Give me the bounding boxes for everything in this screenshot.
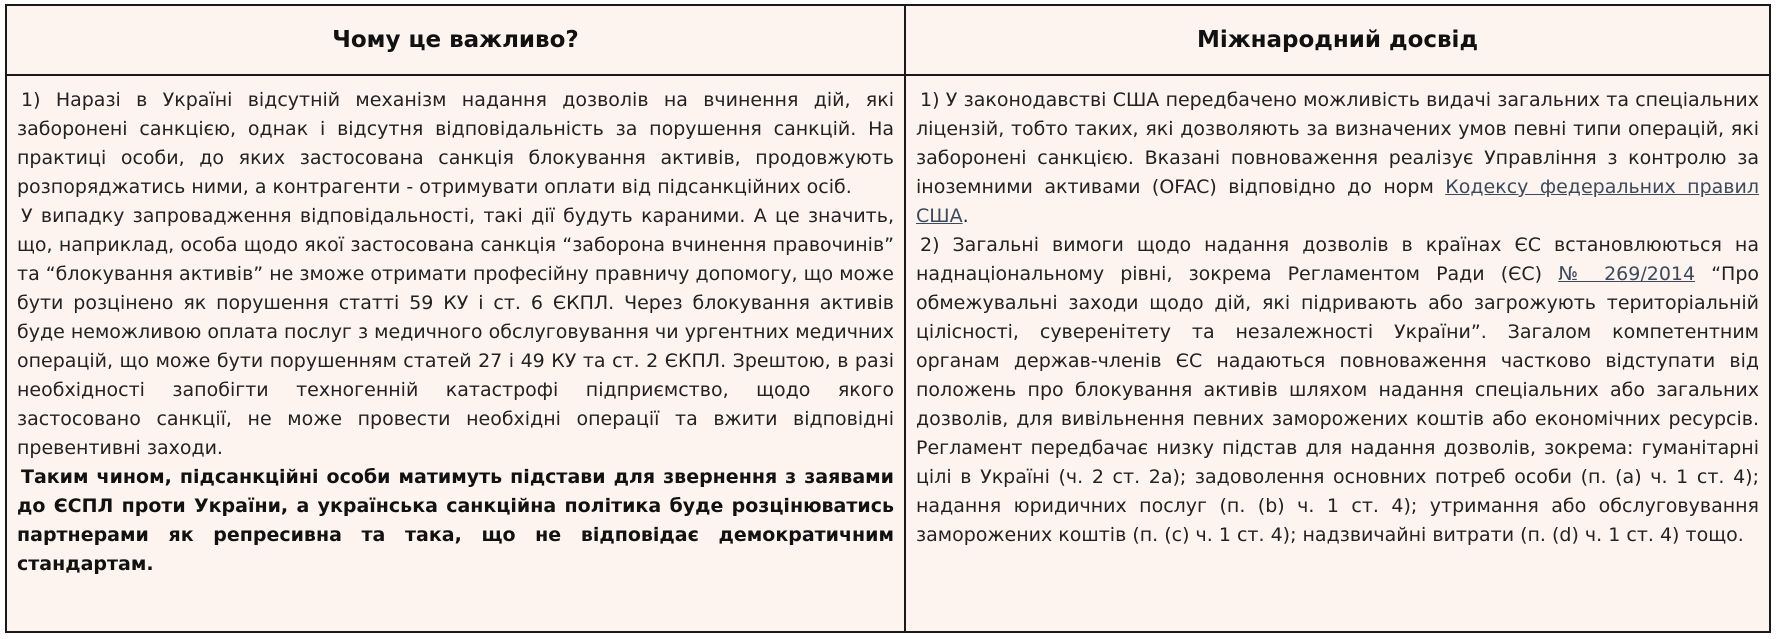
eu-text-b: “Про обмежувальні заходи щодо дій, які підривають або загрожують територіальній цілісності, суверенітету та незалежності України”. Загалом компетентним органам держав-членів ЄС надаються повноваження частково відступати від положень про блокування активів шляхом надання спеціальних або загальних дозволів, для вивільнення певних заморожених коштів або економічних ресурсів. Регламент передбачає низку підстав для надання дозволів, зокрема: гуманітарні цілі в Україні (ч. 2 ст. 2а); задоволення основних потреб особи (п. (а) ч. 1 ст. 4); надання юридичних послуг (п. (b) ч. 1 ст. 4); утримання або обслуговування заморожених коштів (п. (с) ч. 1 ст. 4); надзвичайні витрати (п. (d) ч. 1 ст. 4) тощо. xyxy=(916,263,1760,546)
paragraph-1: 1) Наразі в Україні відсутній механізм надання дозволів на вчинення дій, які заборонені санкцією, однак і відсутня відповідальність за порушення санкцій. На практиці особи, до яких застосована санкція блокування активів, продовжують розпоряджатись ними, а контрагенти - отримувати оплати від підсанкційних осіб. xyxy=(17,89,894,198)
paragraph-2: У випадку запровадження відповідальності, такі дії будуть караними. А це значить, що, наприклад, особа щодо якої застосована санкція “заборона вчинення правочинів” та “блокування активів” не зможе отримати професійну правничу допомогу, що може бути розцінено як порушення статті 59 КУ і ст. 6 ЄКПЛ. Через блокування активів буде неможливою оплата послуг з медичного обслуговування чи ургентних медичних операцій, що може бути порушенням статей 27 і 49 КУ та ст. 2 ЄКПЛ. Зрештою, в разі необхідності запобігти техногенній катастрофі підприємство, щодо якого застосовано санкції, не може провести необхідні операції та вжити відповідні превентивні заходи. xyxy=(17,205,894,459)
why-important-column xyxy=(7,6,906,631)
international-experience-body xyxy=(906,76,1769,550)
usa-text-end: . xyxy=(962,205,969,227)
regulation-link[interactable]: № 269/2014 xyxy=(1558,263,1696,285)
international-experience-column xyxy=(906,6,1769,631)
usa-paragraph xyxy=(916,86,1759,231)
comparison-table xyxy=(5,4,1771,633)
eu-paragraph xyxy=(916,231,1759,550)
conclusion-paragraph: Таким чином, підсанкційні особи матимуть підстави для звернення з заявами до ЄСПЛ проти України, а українська санкційна політика буде розцінюватись партнерами як репресивна та така, що не відповідає демократичним стандартам. xyxy=(17,466,894,575)
why-important-header: Чому це важливо? xyxy=(7,6,904,76)
eu-text-a: 2) Загальні вимоги щодо надання дозволів в країнах ЄС встановлюються на наднаціональному рівні, зокрема Регламентом Ради (ЄС) xyxy=(916,234,1759,285)
why-important-body xyxy=(7,76,904,579)
usa-text: 1) У законодавстві США передбачено можливість видачі загальних та спеціальних ліцензій, тобто таких, які дозволяють за визначених умов певні типи операцій, які заборонені санкцією. Вказані повноваження реалізує Управління з контролю за іноземними активами (OFAC) відповідно до норм xyxy=(916,89,1759,198)
international-experience-header: Міжнародний досвід xyxy=(906,6,1769,76)
cfr-link[interactable]: Кодексу федеральних правил США xyxy=(916,176,1759,227)
